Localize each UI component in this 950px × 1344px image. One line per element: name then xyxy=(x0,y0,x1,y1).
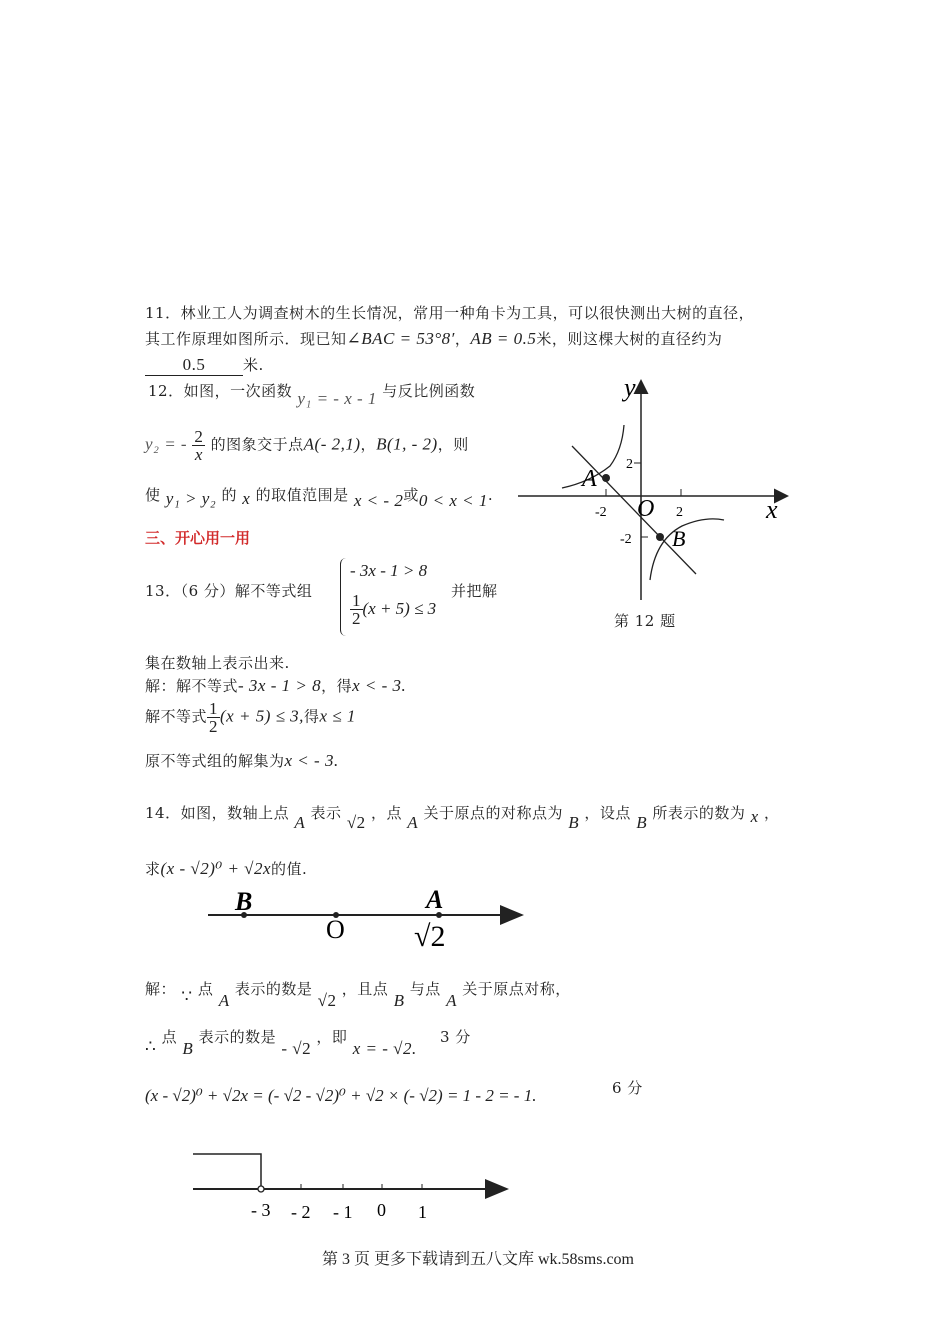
q12-sep: ， xyxy=(360,435,377,454)
q11-sep: ， xyxy=(454,330,471,348)
q13-half-den: 2 xyxy=(352,609,361,628)
q11-answer: 0.5 xyxy=(145,355,243,376)
therefore-icon: ∴ xyxy=(145,1037,157,1056)
tick-label-y-pos: 2 xyxy=(626,457,633,472)
q13-sol3-res: x < - 3. xyxy=(284,751,339,770)
tick-label-neg2: - 2 xyxy=(291,1202,311,1222)
q13-ineq1: - 3x - 1 > 8 xyxy=(350,561,428,580)
q14-line1 xyxy=(145,802,780,832)
q12-text7: 的取值范围是 xyxy=(255,486,349,504)
q13-sol2-num: 1 xyxy=(209,699,219,718)
point-b xyxy=(656,533,664,541)
open-circle xyxy=(258,1186,264,1192)
q12-text: 12．如图，一次函数 xyxy=(148,382,293,400)
q11-text: 其工作原理如图所示．现已知 xyxy=(145,330,347,348)
q14-score-3: 3 分 xyxy=(440,1028,471,1046)
q14-sol2 xyxy=(145,1026,471,1058)
q11-line3 xyxy=(145,354,264,376)
q14-x: x xyxy=(750,807,759,826)
q12-line2 xyxy=(145,428,469,463)
q14-text4: 关于原点的对称点为 xyxy=(423,804,563,822)
q14-sol1-a: A xyxy=(218,991,230,1010)
q12-var: x xyxy=(242,489,251,508)
because-icon: ∵ xyxy=(181,987,193,1006)
q12-text4: ，则 xyxy=(437,435,469,454)
q14-sol1-text5: 与点 xyxy=(409,980,441,998)
label-b: B xyxy=(672,526,686,551)
q14-text6: 所表示的数为 xyxy=(652,804,746,822)
q14-a: A xyxy=(294,813,306,832)
q14-text7: ， xyxy=(764,804,780,822)
q13-ineq2 xyxy=(350,592,436,627)
q14-b2: B xyxy=(636,813,648,832)
tick-label-neg3: - 3 xyxy=(251,1200,271,1220)
q13-label: 13．（6 分）解不等式组 xyxy=(145,582,313,600)
q14-sol1-text: 解： xyxy=(145,980,177,998)
section-title: 三、开心用一用 xyxy=(145,529,251,547)
tick-label-x-neg: -2 xyxy=(595,505,607,520)
q13-sol2-half xyxy=(207,700,220,735)
q12-f1: y₁ = - x - 1 xyxy=(297,389,377,408)
q13-sol3 xyxy=(145,750,339,771)
q12-cond: y₁ > y₂ xyxy=(165,489,217,508)
label-a: A xyxy=(426,885,444,914)
q14-sol2-val: - √2 xyxy=(281,1039,312,1058)
q14-text2: 表示 xyxy=(310,804,342,822)
tick-label-y-neg: -2 xyxy=(620,532,632,547)
q13-ineq2-rest: (x + 5) ≤ 3 xyxy=(362,599,437,618)
q11-line2 xyxy=(145,328,722,349)
q13-sol2 xyxy=(145,700,356,735)
q11-line1: 11．林业工人为调查树木的生长情况，常用一种角卡为工具，可以很快测出大树的直径， xyxy=(145,304,755,322)
solution-bracket xyxy=(193,1154,261,1189)
q13-brace xyxy=(340,558,347,636)
q14-ask-text: 求 xyxy=(145,860,161,878)
label-b: B xyxy=(235,887,253,916)
q12-fraction xyxy=(192,428,205,463)
hyperbola-right xyxy=(650,519,724,580)
q11-text2: 米，则这棵大树的直径约为 xyxy=(536,330,723,348)
q11-ab: AB = 0.5 xyxy=(470,329,537,348)
tick-label-neg1: - 1 xyxy=(333,1202,353,1222)
q13-half-num: 1 xyxy=(352,591,361,610)
q12-range2: 0 < x < 1 xyxy=(418,491,488,510)
q12-period: . xyxy=(487,486,494,504)
q13-sol1-expr: - 3x - 1 > 8 xyxy=(238,676,322,695)
q14-ask-expr: (x - √2)⁰ + √2x xyxy=(160,859,272,878)
q14-sol1-sqrt2: √2 xyxy=(317,991,337,1010)
q14-ask-text2: 的值. xyxy=(271,860,308,878)
q14-sol3: (x - √2)⁰ + √2x = (- √2 - √2)⁰ + √2 × (- √2) = 1 - 2 = - 1. xyxy=(145,1086,537,1105)
q12-point-b: B(1, - 2) xyxy=(376,434,438,454)
label-y: y xyxy=(624,373,636,402)
q12-f2-lhs: y₂ = - xyxy=(145,434,188,454)
q12-frac-den: x xyxy=(194,445,203,464)
q13-sol2-den: 2 xyxy=(209,717,219,736)
q13-sol1 xyxy=(145,675,406,696)
q13-sol1-text2: ，得 xyxy=(321,677,353,695)
q14-ask xyxy=(145,858,307,879)
q13-sol3-text: 原不等式组的解集为 xyxy=(145,752,285,770)
q12-caption: 第 12 题 xyxy=(614,612,676,630)
page-footer: 第 3 页 更多下载请到五八文库 wk.58sms.com xyxy=(322,1251,635,1268)
q12-text2: 与反比例函数 xyxy=(382,382,476,400)
q13-sol1-text: 解：解不等式 xyxy=(145,677,239,695)
q14-sol1-text6: 关于原点对称， xyxy=(462,980,571,998)
q14-score-6: 6 分 xyxy=(612,1079,643,1097)
q11-angle: ∠BAC = 53°8′ xyxy=(346,329,455,348)
q14-a2: A xyxy=(407,813,419,832)
label-sqrt2: √2 xyxy=(414,920,446,952)
q13-sol2-res: x ≤ 1 xyxy=(319,706,356,726)
q14-sol2-text: 点 xyxy=(161,1028,178,1046)
q12-line3 xyxy=(145,484,494,510)
q13-sol2-expr: (x + 5) ≤ 3, xyxy=(220,706,304,726)
q13-sol2-text2: 得 xyxy=(303,707,320,726)
q14-sol1-a2: A xyxy=(446,991,457,1010)
q11-unit: 米. xyxy=(243,356,264,374)
q12-or: 或 xyxy=(403,486,419,504)
label-o: O xyxy=(326,915,345,944)
q12-line1 xyxy=(148,380,476,408)
q13-sol1-res: x < - 3. xyxy=(352,676,407,695)
q12-frac-num: 2 xyxy=(194,427,204,446)
q12-text5: 使 xyxy=(145,486,161,504)
q14-sol2-text3: ，即 xyxy=(316,1028,348,1046)
q12-text6: 的 xyxy=(221,486,237,504)
tick-label-x-pos: 2 xyxy=(676,505,683,520)
label-o: O xyxy=(637,496,655,522)
q14-text: 14．如图，数轴上点 xyxy=(145,804,290,822)
q14-sol1-text3: 表示的数是 xyxy=(234,980,313,998)
label-x: x xyxy=(766,495,778,524)
q13-half xyxy=(350,592,363,627)
q14-sol2-text2: 表示的数是 xyxy=(198,1028,277,1046)
q12-graph xyxy=(510,370,800,610)
tick-label-1: 1 xyxy=(418,1202,427,1222)
q13-tail: 并把解 xyxy=(451,582,498,600)
q14-b: B xyxy=(568,813,580,832)
q14-sol1-text2: 点 xyxy=(197,980,214,998)
tick-label-0: 0 xyxy=(377,1200,386,1220)
label-a: A xyxy=(582,466,597,492)
q14-number-line xyxy=(200,880,530,952)
q13-line2: 集在数轴上表示出来. xyxy=(145,654,290,672)
q13-number-line xyxy=(185,1148,515,1228)
point-a xyxy=(602,474,610,482)
q14-sol2-expr: x = - √2. xyxy=(352,1039,417,1058)
q12-text3: 的图象交于点 xyxy=(210,435,304,454)
q14-sol1-text4: ，且点 xyxy=(341,980,389,998)
q14-text5: ，设点 xyxy=(584,804,631,822)
q14-sol1-b: B xyxy=(393,991,405,1010)
q14-sol1 xyxy=(145,978,571,1010)
q12-range1: x < - 2 xyxy=(353,491,404,510)
q14-sol2-b: B xyxy=(182,1039,194,1058)
q12-point-a: A(- 2,1) xyxy=(303,434,361,454)
q14-sqrt2: √2 xyxy=(346,813,366,832)
q13-sol2-text: 解不等式 xyxy=(145,707,208,726)
q14-text3: ，点 xyxy=(370,804,402,822)
